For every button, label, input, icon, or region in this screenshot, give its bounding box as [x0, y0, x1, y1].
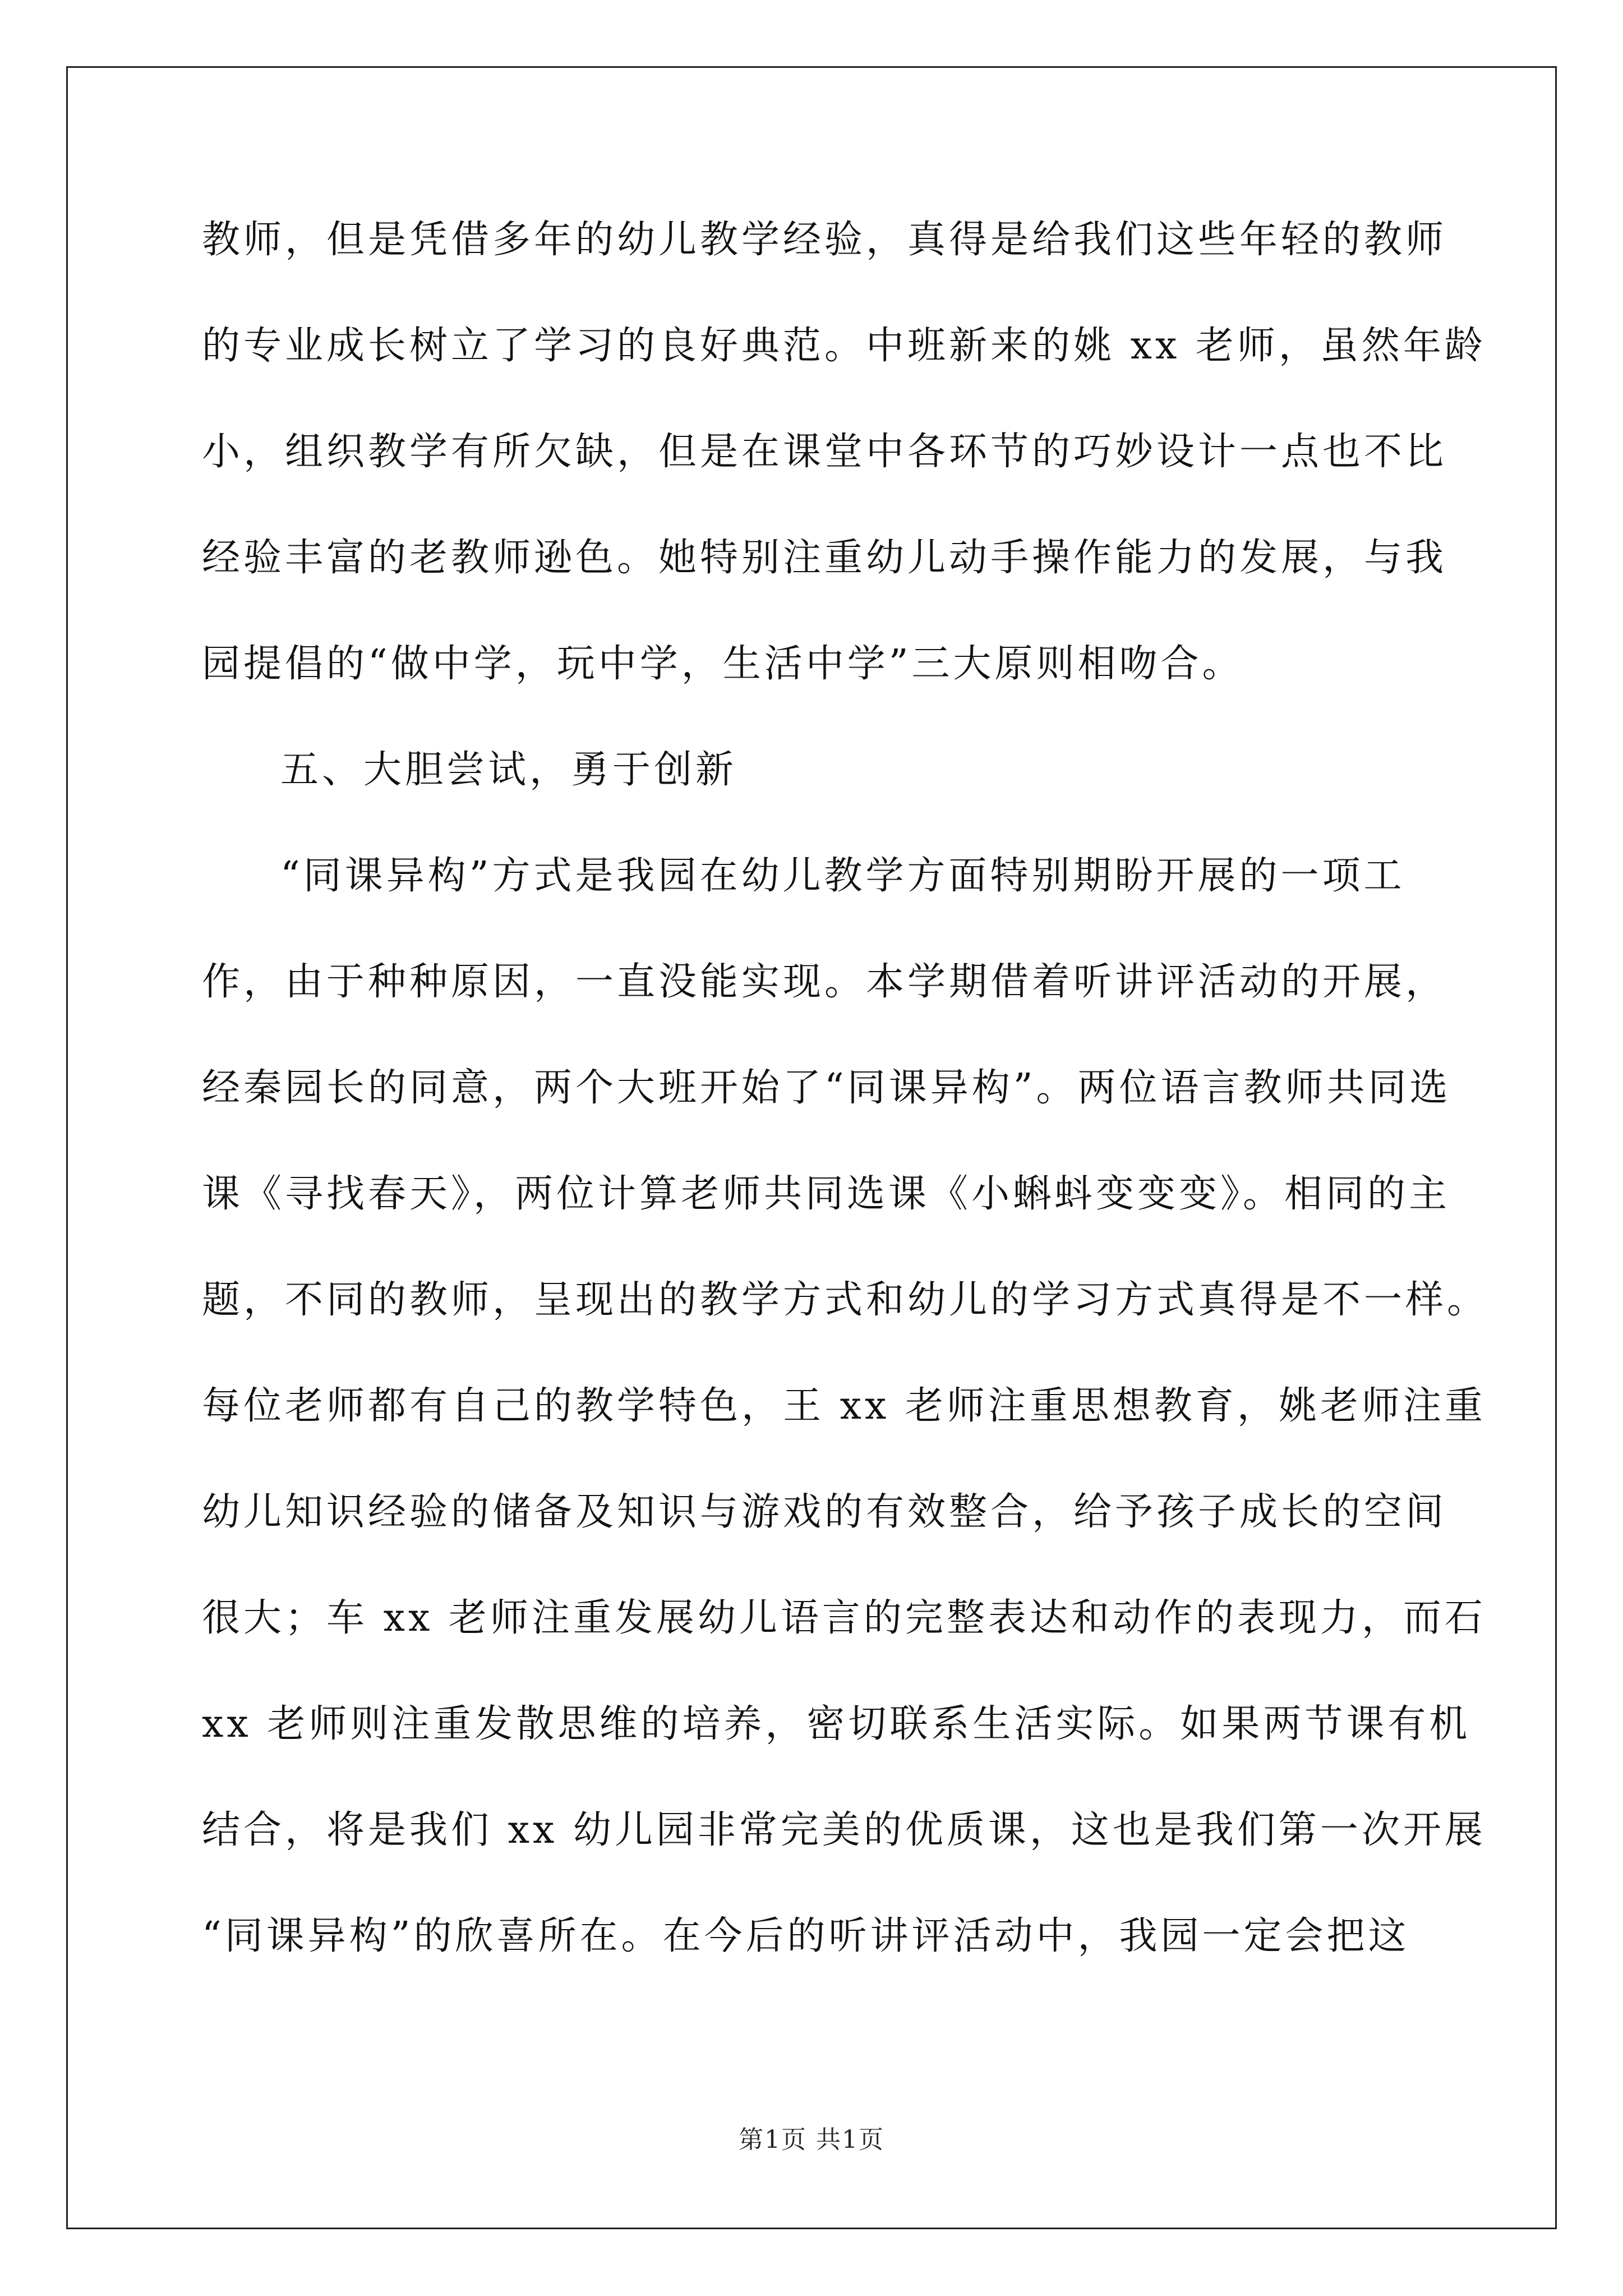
text-line: “同课异构”的欣喜所在。在今后的听讲评活动中，我园一定会把这 [202, 1914, 1410, 1958]
page-number-footer: 第1页 共1页 [739, 2125, 884, 2154]
text-line: 题，不同的教师，呈现出的教学方式和幼儿的学习方式真得是不一样。 [202, 1278, 1489, 1322]
text-line: 的专业成长树立了学习的良好典范。中班新来的姚 xx 老师，虽然年龄 [202, 324, 1486, 368]
text-line: 很大；车 xx 老师注重发展幼儿语言的完整表达和动作的表现力，而石 [202, 1596, 1486, 1640]
text-line: 作，由于种种原因，一直没能实现。本学期借着听讲评活动的开展， [202, 960, 1447, 1004]
text-line: 课《寻找春天》，两位计算老师共同选课《小蝌蚪变变变》。相同的主 [202, 1172, 1451, 1216]
paragraph-start-line: “同课异构”方式是我园在幼儿教学方面特别期盼开展的一项工 [280, 854, 1405, 898]
text-line: 幼儿知识经验的储备及知识与游戏的有效整合，给予孩子成长的空间 [202, 1490, 1447, 1534]
text-line: 经验丰富的老教师逊色。她特别注重幼儿动手操作能力的发展，与我 [202, 536, 1447, 580]
document-body [202, 213, 1489, 2016]
text-line: 结合，将是我们 xx 幼儿园非常完美的优质课，这也是我们第一次开展 [202, 1808, 1486, 1852]
text-line: 小，组织教学有所欠缺，但是在课堂中各环节的巧妙设计一点也不比 [202, 430, 1447, 474]
text-line: 经秦园长的同意，两个大班开始了“同课异构”。两位语言教师共同选 [202, 1066, 1451, 1110]
text-line: 教师，但是凭借多年的幼儿教学经验，真得是给我们这些年轻的教师 [202, 218, 1447, 262]
text-line: 园提倡的“做中学，玩中学，生活中学”三大原则相吻合。 [202, 642, 1244, 686]
text-line: xx 老师则注重发散思维的培养，密切联系生活实际。如果两节课有机 [202, 1702, 1471, 1746]
text-line: 每位老师都有自己的教学特色，王 xx 老师注重思想教育，姚老师注重 [202, 1384, 1486, 1428]
section-heading: 五、大胆尝试，勇于创新 [280, 748, 737, 792]
